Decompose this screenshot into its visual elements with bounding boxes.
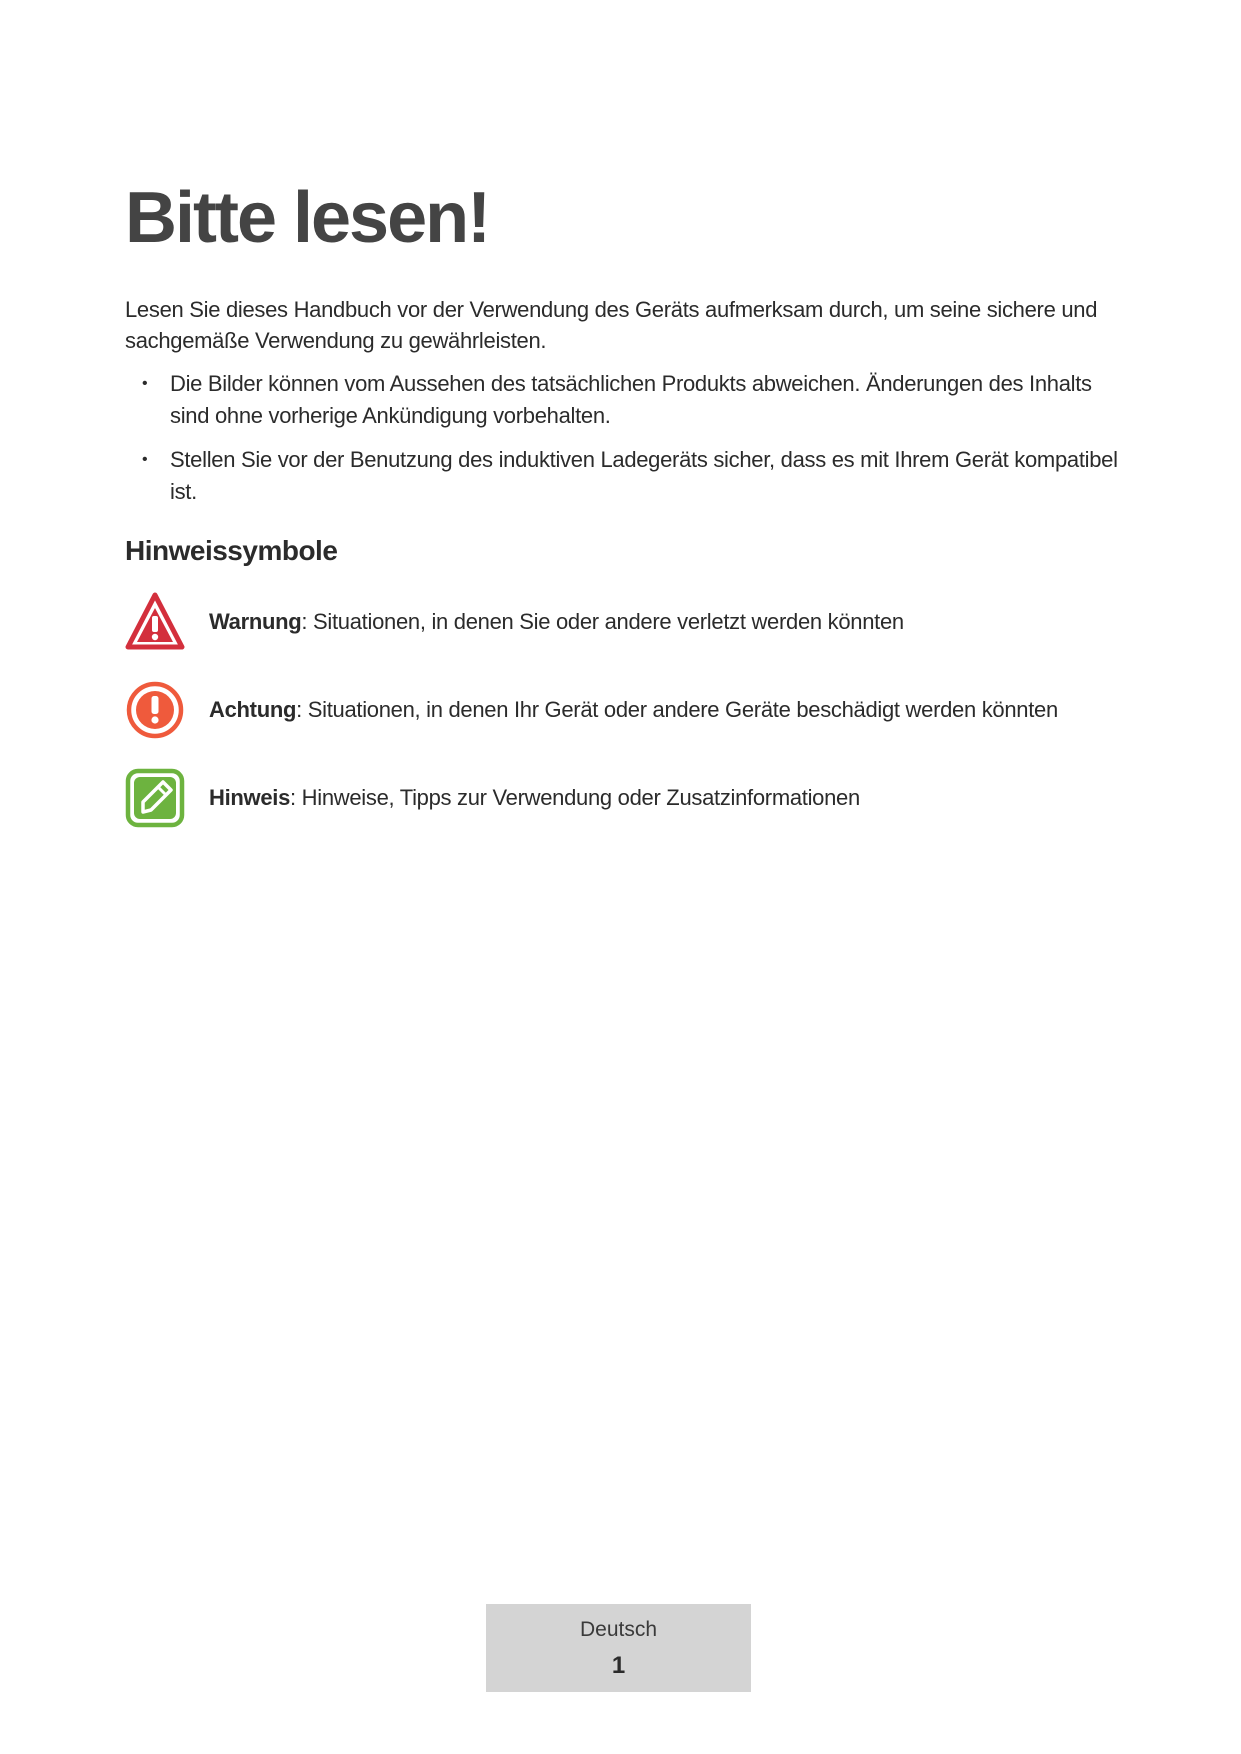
bullet-item	[125, 444, 1125, 508]
bullet-dot: •	[142, 375, 148, 392]
warning-triangle-icon	[125, 592, 185, 652]
footer-language: Deutsch	[579, 1618, 658, 1641]
bullet-list	[125, 368, 1125, 520]
notice-caution	[125, 680, 1115, 740]
notice-note-text	[209, 784, 860, 812]
caution-circle-icon	[125, 680, 185, 740]
footer-page-marker	[486, 1604, 751, 1692]
notice-note	[125, 768, 1115, 828]
bullet-text: Stellen Sie vor der Benutzung des induktiven Ladegeräts sicher, dass es mit Ihrem Gerät kompatibel ist.	[170, 447, 1118, 504]
notice-caution-label: Achtung	[209, 697, 297, 722]
notice-note-description: : Hinweise, Tipps zur Verwendung oder Zusatzinformationen	[290, 785, 860, 810]
notice-warning	[125, 592, 1115, 652]
bullet-item	[125, 368, 1125, 432]
page-title: Bitte lesen!	[125, 178, 490, 258]
notice-note-label: Hinweis	[209, 785, 291, 810]
notice-warning-text	[209, 608, 904, 636]
intro-paragraph: Lesen Sie dieses Handbuch vor der Verwendung des Geräts aufmerksam durch, um seine sichere und sachgemäße Verwendung zu gewährleisten.	[125, 297, 1098, 353]
bullet-text: Die Bilder können vom Aussehen des tatsächlichen Produkts abweichen. Änderungen des Inhalts sind ohne vorherige Ankündigung vorbehalten.	[170, 371, 1092, 428]
notice-warning-label: Warnung	[209, 609, 302, 634]
notice-warning-description: : Situationen, in denen Sie oder andere verletzt werden könnten	[301, 609, 904, 634]
note-pen-icon	[125, 768, 185, 828]
notice-caution-text	[209, 696, 1058, 724]
notice-caution-description: : Situationen, in denen Ihr Gerät oder andere Geräte beschädigt werden könnten	[296, 697, 1058, 722]
bullet-dot: •	[142, 451, 148, 468]
section-heading: Hinweissymbole	[125, 535, 338, 566]
footer-page-number: 1	[611, 1652, 626, 1679]
